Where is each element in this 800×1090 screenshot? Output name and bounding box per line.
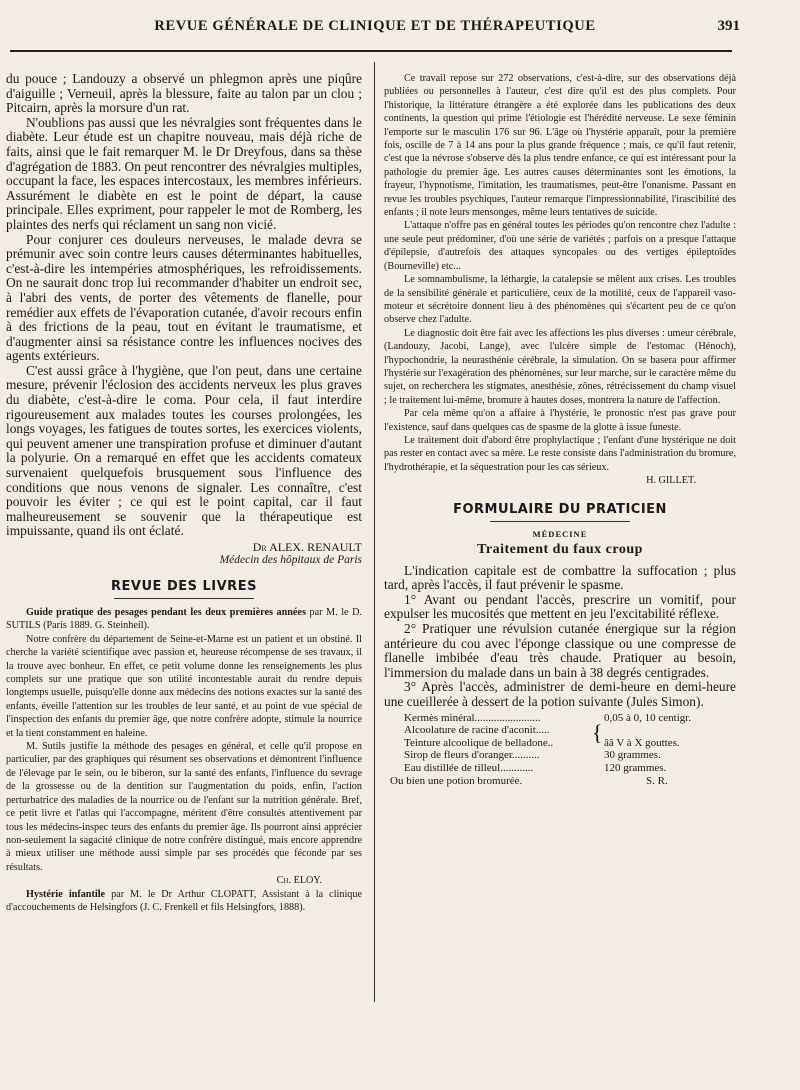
book-1-title: Guide pratique des pesages pendant les deux premières années	[26, 607, 306, 618]
book-1-paragraph-1: Notre confrère du département de Seine-et-Marne est un patient et un obstiné. Il cherche la variété scientifique avec passion et, heureuse récompense de ses travaux, il la trouve avec bonheur. En effet, ce petit volume donne les renseignements les plus complets sur une pratique que son utilité incontestable aurait du rendre depuis longtemps usuelle, puisqu'elle donne aux médecins des notions exactes sur la santé des enfants, éveille l'attention sur les troubles de leur santé, et au point de vue spécial de l'inspection des enfants du premier âge, que notre confrère adopte, stimule la nourrice et la tient constamment en haleine.	[6, 633, 362, 739]
subsection-label: MÉDECINE	[532, 528, 588, 539]
page-number: 391	[717, 18, 740, 34]
book-2-title: Hystérie infantile	[26, 888, 106, 900]
right-paragraph-6: Le traitement doit d'abord être prophylactique ; l'enfant d'une hystérique ne doit pas rester en contact avec sa mère. Le reste consiste dans l'administration du bromure, l'hydrothérapie, et la séquestration pour les cas sérieux.	[384, 434, 736, 473]
article-signature-affiliation: Médecin des hôpitaux de Paris	[219, 554, 362, 566]
right-paragraph-1: Ce travail repose sur 272 observations, c'est-à-dire, sur des observations déjà publiées ou personnelles à l'auteur, c'est dire qu'il est des plus complets. Pour l'historique, la littérature étrangère a été explorée dans les publications des deux continents, la question qui prime l'étiologie est l'hérédité nerveuse. Le sexe féminin l'emporte sur le masculin 176 sur 96. L'âge où l'hystérie apparaît, pour la première fois, oscille de 7 à 14 ans pour la plus grande fréquence ; mais, ce qu'il faut retenir, c'est que la névrose s'observe dès la plus tendre enfance, ce qui est intéressant pour la pathologie du premier âge. Les autres causes déterminantes sont les émotions, la frayeur, l'hypnotisme, l'imitation, les traumatismes, peut-être l'onanisme. Passant en revue les troubles psychiques, l'auteur remarque l'impressionnabilité, l'irascibilité des enfants ; il note leurs mensonges, même leurs tentatives de suicide.	[384, 73, 736, 219]
prescription-row	[384, 775, 736, 788]
book-2-reference: par M. le Dr Arthur CLOPATT, Assistant à la clinique d'accouchements de Helsingfors (J. C. Frenkell et fils Helsingfors, 1888).	[6, 888, 362, 913]
book-1-signature: Ch. ELOY.	[276, 875, 322, 887]
journal-title: REVUE GÉNÉRALE DE CLINIQUE ET DE THÉRAPEUTIQUE	[154, 18, 596, 34]
book-entry-1-heading	[6, 606, 362, 633]
ingredient-name: Ou bien une potion bromurée.	[390, 774, 523, 787]
ingredient-dose: 120 grammes.	[604, 761, 667, 774]
right-paragraph-3: Le somnambulisme, la léthargie, la catalepsie se mêlent aux crises. Les troubles de la sensibilité générale et particulière, ceux de la motilité, ceux de l'appareil vaso-moteur et sécrétoire donnent lieu à des phénomènes qui s'écartent peu de ce qu'on observe chez l'adulte.	[384, 274, 736, 326]
column-divider	[374, 62, 375, 1002]
formula-paragraph-1: L'indication capitale est de combattre la suffocation ; plus tard, après l'accès, il faut prévenir le spasme.	[384, 562, 736, 593]
book-entry-2-heading	[6, 888, 362, 915]
review-signature: H. GILLET.	[646, 475, 696, 487]
left-paragraph-1: du pouce ; Landouzy a observé un phlegmon après une piqûre d'aiguille ; Verneuil, après la blessure, faite au talon par un clou ; Pitcairn, après la morsure d'un rat.	[6, 71, 362, 116]
article-signature: Dr ALEX. RENAULT	[252, 540, 362, 554]
section-rule	[490, 521, 630, 522]
book-1-reference: par M. le D. SUTILS (Paris 1889. G. Steinheil).	[6, 607, 362, 632]
prescription-row	[384, 749, 736, 762]
ingredient-dose: ââ V à X gouttes.	[604, 736, 680, 749]
left-paragraph-4: C'est aussi grâce à l'hygiène, que l'on peut, dans une certaine mesure, prévenir l'éclosion des accidents nerveux les plus graves du diabète, c'est-à-dire le coma. Pour cela, il faut interdire rigoureusement aux malades toutes les courses prolongées, les longs voyages, les fatigues de toutes sortes, les exercices violents, qui peuvent amener une transpiration profuse et diminuer d'autant la polyurie. On a remarqué en effet que les accidents comateux survenaient quelquefois brusquement sous l'influence des conditions que nous venons de signaler. Les connaître, c'est pouvoir les éviter ; ce qui est le point capital, car il faut malheureusement se souvenir que la thérapeutique est impuissante, quand ils ont éclaté.	[6, 362, 362, 539]
prescription-row	[384, 712, 736, 725]
header-rule	[10, 50, 732, 52]
ingredient-name: Teinture alcoolique de belladone..	[404, 736, 554, 749]
right-paragraph-5: Par cela même qu'on a affaire à l'hystérie, le pronostic n'est pas grave pour l'existence, sauf dans quelques cas de spasme de la glotte à issue funeste.	[384, 408, 736, 433]
prescription-list	[384, 712, 736, 788]
right-paragraph-2: L'attaque n'offre pas en général toutes les périodes qu'on rencontre chez l'adulte : une seule peut prédominer, d'où une série de variétés ; parfois on a presque l'attaque d'épilepsie, d'autrefois des attaques syncopales ou des vertiges épileptoïdes (Bourneville) etc...	[384, 220, 736, 272]
prescription-row	[384, 737, 736, 750]
page-header	[10, 18, 740, 40]
left-paragraph-3: Pour conjurer ces douleurs nerveuses, le malade devra se prémunir avec soin contre leurs causes déterminantes habituelles, c'est-à-dire les intempéries atmosphériques, les refroidissements. On ne saurait donc trop lui recommander d'habiter un endroit sec, à l'abri des vents, de porter des vêtements de flanelle, pour remédier aux effets de l'évaporation cutanée, d'avoir recours enfin à des frictions de la peau, tout en évitant le traumatisme, et d'augmenter ainsi sa résistance contre les influences nocives des agents extérieurs.	[6, 231, 362, 364]
ingredient-name: Alcoolature de racine d'aconit.....	[404, 724, 550, 737]
right-column	[384, 72, 736, 787]
formula-paragraph-2: 1° Avant ou pendant l'accès, prescrire un vomitif, pour expulser les mucosités que mettent en jeu l'excitabilité réflexe.	[384, 591, 736, 622]
section-title-formulary: FORMULAIRE DU PRATICIEN	[453, 501, 667, 517]
formula-paragraph-4: 3° Après l'accès, administrer de demi-heure en demi-heure une cueillerée à dessert de la potion suivante (Jules Simon).	[384, 679, 736, 709]
left-column	[6, 72, 362, 914]
book-1-paragraph-2: M. Sutils justifie la méthode des pesages en général, et celle qu'il propose en particulier, par des graphiques qui résument ses observations et démontrent l'influence de l'élevage par le sein, ou le biberon, sur la santé des enfants, l'influence du sevrage de la grossesse ou de la dentition sur l'augmentation du poids, enfin, l'action perturbatrice des maladies de la nourrice ou de l'enfant sur la nutrition générale. Bref, ce petit livre et l'atlas qui l'accompagne, méritent d'être consultés attentivement par tous les médecins-inspec teurs des enfants du premier âge. Ils pourront ainsi apprécier non-seulement la sagacité clinique de notre confrère distingué, mais encore apprendre à mieux utiliser une méthode aussi simple par ses procédés que féconde par ses résultats.	[6, 741, 362, 873]
formula-title: Traitement du faux croup	[477, 541, 643, 557]
section-rule	[114, 598, 254, 599]
brace-glyph: {	[592, 720, 603, 746]
right-paragraph-4: Le diagnostic doit être fait avec les affections les plus diverses : umeur cérébrale, (Landouzy, Jacobi, Lange), avec l'ulcère simple de l'estomac (Hénoch), l'hypochondrie, la neurasthénie cérébrale, la simulation. On se basera pour affirmer l'hystérie sur l'exagération des phénomènes, sur leur marche, sur le caractère même du sujet, on recherchera les stigmates, anesthésie, zônes, rétrécissement du champ visuel ; le traitement lui-même, bromure à hautes doses, montrera la nature de l'affection.	[384, 327, 736, 406]
ingredient-name: Sirop de fleurs d'oranger..........	[404, 749, 540, 762]
left-paragraph-2: N'oublions pas aussi que les névralgies sont fréquentes dans le diabète. Leur étude est un chapitre nouveau, mais déjà riche de faits, ainsi que le fait remarquer M. le Dr Dreyfous, dans sa thèse d'agrégation de 1883. On peut rencontrer des névralgies multiples, occupant la face, les espaces intercostaux, les membres inférieurs. Assurément le diabète en est le point de départ, la cause principale. Elles expriment, pour rappeler le mot de Romberg, les plaintes des nerfs qui réclament un sang non vicié.	[6, 114, 362, 232]
prescription-row	[384, 762, 736, 775]
ingredient-name: Eau distillée de tilleul............	[404, 761, 534, 774]
ingredient-name: Kermès minéral........................	[404, 711, 541, 724]
ingredient-dose: 30 grammes.	[604, 749, 661, 762]
ingredient-dose: 0,05 à 0, 10 centigr.	[604, 711, 692, 724]
formula-paragraph-3: 2° Pratiquer une révulsion cutanée énergique sur la région antérieure du cou avec l'éponge classique ou une compresse de flanelle imbibée d'eau très chaude. Pratiquer au besoin, l'immersion du malade dans un bain à 38 degrés centigrades.	[384, 620, 736, 680]
formula-signature: S. R.	[646, 774, 668, 787]
section-title-books: REVUE DES LIVRES	[111, 579, 257, 594]
